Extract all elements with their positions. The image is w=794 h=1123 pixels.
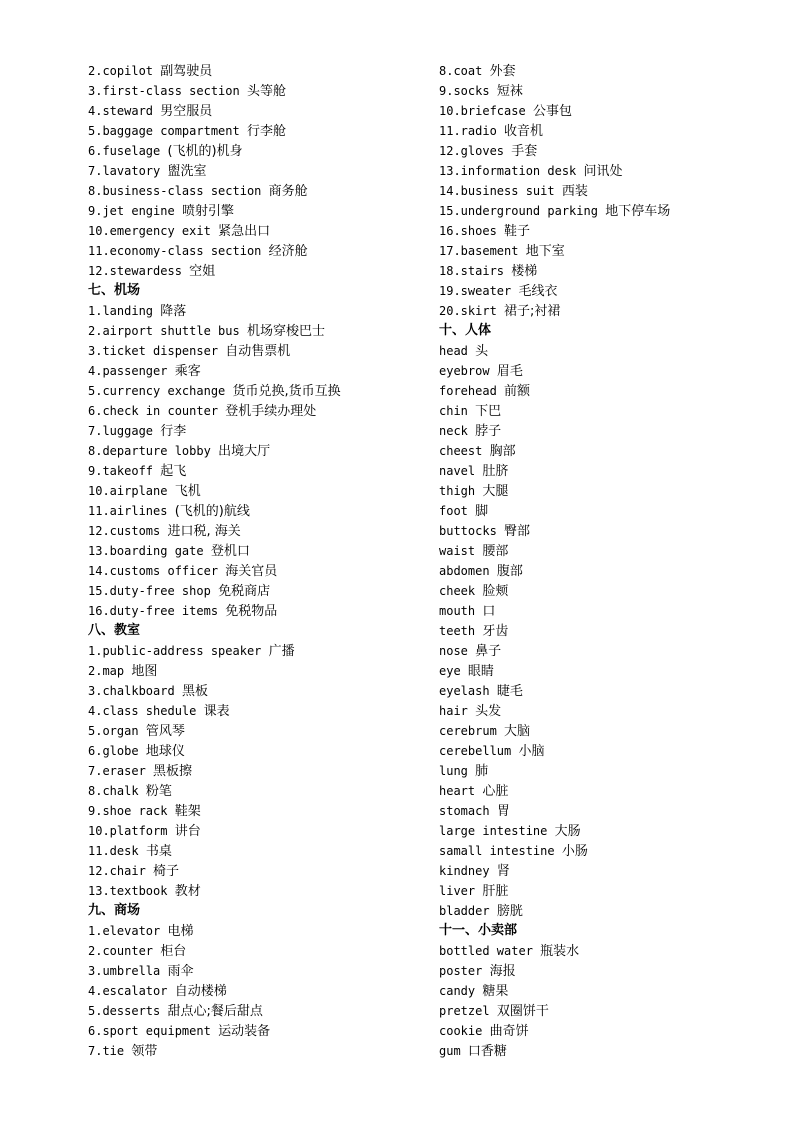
vocab-entry <box>88 501 438 521</box>
english-term: 7.luggage <box>88 424 154 438</box>
english-term: 12.gloves <box>439 144 505 158</box>
chinese-translation: 问讯处 <box>583 164 623 179</box>
chinese-translation: 心脏 <box>482 784 509 799</box>
vocab-entry <box>439 801 789 821</box>
vocab-entry <box>439 621 789 641</box>
chinese-translation: 膀胱 <box>496 904 523 919</box>
vocab-entry <box>439 441 789 461</box>
english-term: thigh <box>439 484 476 498</box>
vocab-entry <box>88 601 438 621</box>
english-term: cookie <box>439 1024 483 1038</box>
vocab-entry <box>439 121 789 141</box>
vocab-entry <box>88 221 438 241</box>
english-term: 14.business suit <box>439 184 555 198</box>
chinese-translation: 头 <box>475 344 489 359</box>
section-heading: 九、商场 <box>88 903 141 918</box>
english-term: samall intestine <box>439 844 555 858</box>
vocab-entry <box>439 941 789 961</box>
english-term: 16.shoes <box>439 224 497 238</box>
english-term: neck <box>439 424 468 438</box>
vocab-entry <box>88 521 438 541</box>
english-term: 6.check in counter <box>88 404 219 418</box>
vocab-entry <box>88 141 438 161</box>
vocab-entry <box>439 641 789 661</box>
vocab-entry <box>439 601 789 621</box>
vocab-entry <box>439 241 789 261</box>
english-term: foot <box>439 504 468 518</box>
chinese-translation: 喷射引擎 <box>181 204 234 219</box>
vocab-entry <box>439 421 789 441</box>
english-term: 19.sweater <box>439 284 512 298</box>
chinese-translation: 运动装备 <box>218 1024 271 1039</box>
vocab-entry <box>88 561 438 581</box>
english-term: 2.map <box>88 664 125 678</box>
english-term: bladder <box>439 904 490 918</box>
chinese-translation: 行李 <box>160 424 187 439</box>
chinese-translation: 脖子 <box>475 424 502 439</box>
chinese-translation: 广播 <box>268 644 295 659</box>
english-term: 11.desk <box>88 844 139 858</box>
section-heading: 七、机场 <box>88 283 141 298</box>
english-term: 6.fuselage <box>88 144 161 158</box>
chinese-translation: 头等舱 <box>246 84 286 99</box>
english-term: stomach <box>439 804 490 818</box>
chinese-translation: 牙齿 <box>482 624 509 639</box>
chinese-translation: 空姐 <box>189 264 216 279</box>
vocab-entry <box>439 281 789 301</box>
english-term: heart <box>439 784 476 798</box>
chinese-translation: 外套 <box>489 64 516 79</box>
english-term: 9.shoe rack <box>88 804 168 818</box>
vocab-entry <box>88 101 438 121</box>
english-term: 9.jet engine <box>88 204 175 218</box>
chinese-translation: 机场穿梭巴士 <box>246 324 325 339</box>
english-term: 3.ticket dispenser <box>88 344 219 358</box>
chinese-translation: 肝脏 <box>482 884 509 899</box>
vocab-entry <box>439 181 789 201</box>
vocab-entry <box>439 721 789 741</box>
vocab-entry <box>439 101 789 121</box>
vocab-entry <box>439 461 789 481</box>
chinese-translation: 小脑 <box>518 744 545 759</box>
vocab-entry <box>439 221 789 241</box>
english-term: 2.airport shuttle bus <box>88 324 240 338</box>
english-term: cerebellum <box>439 744 512 758</box>
chinese-translation: 地下室 <box>525 244 565 259</box>
english-term: 15.duty-free shop <box>88 584 211 598</box>
vocab-entry <box>88 61 438 81</box>
vocab-entry <box>88 361 438 381</box>
chinese-translation: 经济舱 <box>268 244 308 259</box>
vocab-entry <box>439 661 789 681</box>
vocab-entry <box>88 801 438 821</box>
vocab-entry <box>88 761 438 781</box>
chinese-translation: 小肠 <box>561 844 588 859</box>
chinese-translation: 书桌 <box>145 844 172 859</box>
chinese-translation: 睫毛 <box>496 684 523 699</box>
section-heading: 八、教室 <box>88 623 141 638</box>
chinese-translation: 出境大厅 <box>218 444 271 459</box>
chinese-translation: 教材 <box>174 884 201 899</box>
chinese-translation: 地图 <box>131 664 158 679</box>
english-term: 14.customs officer <box>88 564 219 578</box>
english-term: 1.elevator <box>88 924 161 938</box>
english-term: 5.currency exchange <box>88 384 226 398</box>
chinese-translation: 眼睛 <box>467 664 494 679</box>
vocab-entry <box>439 1021 789 1041</box>
vocab-entry <box>439 481 789 501</box>
chinese-translation: 海关官员 <box>225 564 278 579</box>
english-term: 12.customs <box>88 524 161 538</box>
english-term: 3.first-class section <box>88 84 240 98</box>
chinese-translation: 起飞 <box>160 464 187 479</box>
chinese-translation: 腹部 <box>496 564 523 579</box>
chinese-translation: 商务舱 <box>268 184 308 199</box>
chinese-translation: 地下停车场 <box>605 204 671 219</box>
english-term: 16.duty-free items <box>88 604 219 618</box>
vocab-entry <box>439 61 789 81</box>
english-term: 3.umbrella <box>88 964 161 978</box>
english-term: cheest <box>439 444 483 458</box>
chinese-translation: 椅子 <box>153 864 180 879</box>
vocab-entry <box>439 501 789 521</box>
vocab-entry <box>88 701 438 721</box>
vocab-entry <box>439 381 789 401</box>
vocab-entry <box>439 1001 789 1021</box>
vocab-entry <box>88 81 438 101</box>
chinese-translation: 下巴 <box>475 404 502 419</box>
chinese-translation: 粉笔 <box>145 784 172 799</box>
chinese-translation: 鼻子 <box>475 644 502 659</box>
chinese-translation: 眉毛 <box>496 364 523 379</box>
section-heading: 十、人体 <box>439 323 492 338</box>
chinese-translation: 管风琴 <box>145 724 185 739</box>
english-term: kindney <box>439 864 490 878</box>
vocab-entry <box>88 1041 438 1061</box>
english-term: 1.landing <box>88 304 154 318</box>
english-term: liver <box>439 884 476 898</box>
vocab-entry <box>88 981 438 1001</box>
chinese-translation: 自动售票机 <box>225 344 291 359</box>
english-term: head <box>439 344 468 358</box>
vocab-entry <box>439 81 789 101</box>
vocab-entry <box>439 681 789 701</box>
vocab-entry <box>439 701 789 721</box>
english-term: 13.textbook <box>88 884 168 898</box>
vocab-entry <box>88 441 438 461</box>
chinese-translation: 大肠 <box>554 824 581 839</box>
chinese-translation: 胃 <box>496 804 510 819</box>
vocab-entry <box>88 661 438 681</box>
english-term: waist <box>439 544 476 558</box>
vocab-entry <box>439 861 789 881</box>
chinese-translation: 免税商店 <box>218 584 271 599</box>
chinese-translation: 臀部 <box>504 524 531 539</box>
vocab-entry <box>88 161 438 181</box>
chinese-translation: 收音机 <box>504 124 544 139</box>
vocab-entry <box>439 161 789 181</box>
english-term: 8.business-class section <box>88 184 262 198</box>
english-term: 5.desserts <box>88 1004 161 1018</box>
english-term: 18.stairs <box>439 264 505 278</box>
chinese-translation: 大脑 <box>504 724 531 739</box>
english-term: candy <box>439 984 476 998</box>
vocab-entry <box>88 881 438 901</box>
chinese-translation: 楼梯 <box>511 264 538 279</box>
english-term: eye <box>439 664 461 678</box>
chinese-translation: 行李舱 <box>246 124 286 139</box>
vocab-entry <box>439 561 789 581</box>
chinese-translation: 脸颊 <box>482 584 509 599</box>
vocab-entry <box>439 741 789 761</box>
vocab-entry <box>88 401 438 421</box>
english-term: eyelash <box>439 684 490 698</box>
chinese-translation: 男空服员 <box>160 104 213 119</box>
chinese-translation: 公事包 <box>532 104 572 119</box>
section-heading: 十一、小卖部 <box>439 923 518 938</box>
vocab-entry <box>439 261 789 281</box>
chinese-translation: 盥洗室 <box>167 164 207 179</box>
chinese-translation: 领带 <box>131 1044 158 1059</box>
chinese-translation: 肚脐 <box>482 464 509 479</box>
chinese-translation: 曲奇饼 <box>489 1024 529 1039</box>
english-term: 6.globe <box>88 744 139 758</box>
vocab-entry <box>88 541 438 561</box>
vocab-entry <box>88 781 438 801</box>
vocab-entry <box>439 521 789 541</box>
vocab-entry <box>88 861 438 881</box>
chinese-translation: 短袜 <box>496 84 523 99</box>
chinese-translation: 鞋架 <box>174 804 201 819</box>
english-term: 8.chalk <box>88 784 139 798</box>
chinese-translation: 裙子;衬裙 <box>504 304 561 319</box>
vocab-entry <box>439 1041 789 1061</box>
english-term: 8.departure lobby <box>88 444 211 458</box>
english-term: 4.passenger <box>88 364 168 378</box>
english-term: cerebrum <box>439 724 497 738</box>
chinese-translation: 肾 <box>496 864 510 879</box>
vocab-entry <box>88 921 438 941</box>
english-term: 11.airlines <box>88 504 168 518</box>
chinese-translation: 口香糖 <box>467 1044 507 1059</box>
vocab-entry <box>439 581 789 601</box>
chinese-translation: 自动楼梯 <box>174 984 227 999</box>
chinese-translation: (飞机的)机身 <box>167 144 243 159</box>
vocab-entry <box>439 341 789 361</box>
english-term: 11.radio <box>439 124 497 138</box>
english-term: 4.escalator <box>88 984 168 998</box>
english-term: 5.baggage compartment <box>88 124 240 138</box>
english-term: eyebrow <box>439 364 490 378</box>
vocab-entry <box>88 421 438 441</box>
english-term: 5.organ <box>88 724 139 738</box>
english-term: 7.lavatory <box>88 164 161 178</box>
english-term: 20.skirt <box>439 304 497 318</box>
chinese-translation: 海报 <box>489 964 516 979</box>
vocab-entry <box>88 321 438 341</box>
english-term: 7.tie <box>88 1044 125 1058</box>
english-term: 8.coat <box>439 64 483 78</box>
english-term: 4.steward <box>88 104 154 118</box>
chinese-translation: 雨伞 <box>167 964 194 979</box>
english-term: 2.copilot <box>88 64 154 78</box>
vocab-entry <box>439 881 789 901</box>
vocab-entry <box>439 761 789 781</box>
english-term: abdomen <box>439 564 490 578</box>
english-term: large intestine <box>439 824 548 838</box>
english-term: mouth <box>439 604 476 618</box>
vocab-entry <box>88 1021 438 1041</box>
vocab-entry <box>88 181 438 201</box>
chinese-translation: 地球仪 <box>145 744 185 759</box>
english-term: 17.basement <box>439 244 519 258</box>
english-term: 1.public-address speaker <box>88 644 262 658</box>
english-term: navel <box>439 464 476 478</box>
chinese-translation: 免税物品 <box>225 604 278 619</box>
english-term: buttocks <box>439 524 497 538</box>
vocab-entry <box>88 381 438 401</box>
chinese-translation: 柜台 <box>160 944 187 959</box>
english-term: 10.briefcase <box>439 104 526 118</box>
chinese-translation: 登机口 <box>210 544 250 559</box>
english-term: 12.chair <box>88 864 146 878</box>
chinese-translation: 肺 <box>475 764 489 779</box>
chinese-translation: 飞机 <box>174 484 201 499</box>
english-term: 4.class shedule <box>88 704 197 718</box>
vocab-entry <box>88 241 438 261</box>
vocab-entry <box>88 481 438 501</box>
vocab-entry <box>88 721 438 741</box>
chinese-translation: 手套 <box>511 144 538 159</box>
vocab-entry <box>439 841 789 861</box>
english-term: gum <box>439 1044 461 1058</box>
english-term: 3.chalkboard <box>88 684 175 698</box>
chinese-translation: 口 <box>482 604 496 619</box>
vocab-entry <box>439 961 789 981</box>
left-column <box>88 61 438 1061</box>
english-term: 15.underground parking <box>439 204 598 218</box>
english-term: lung <box>439 764 468 778</box>
english-term: 2.counter <box>88 944 154 958</box>
english-term: 10.emergency exit <box>88 224 211 238</box>
english-term: 6.sport equipment <box>88 1024 211 1038</box>
chinese-translation: 大腿 <box>482 484 509 499</box>
english-term: 13.information desk <box>439 164 577 178</box>
english-term: 9.socks <box>439 84 490 98</box>
vocab-entry <box>439 301 789 321</box>
vocab-entry <box>88 121 438 141</box>
english-term: cheek <box>439 584 476 598</box>
chinese-translation: 瓶装水 <box>540 944 580 959</box>
english-term: 7.eraser <box>88 764 146 778</box>
english-term: 10.platform <box>88 824 168 838</box>
english-term: forehead <box>439 384 497 398</box>
vocab-entry <box>88 261 438 281</box>
english-term: nose <box>439 644 468 658</box>
vocab-entry <box>88 201 438 221</box>
right-column <box>439 61 789 1061</box>
chinese-translation: 电梯 <box>167 924 194 939</box>
vocab-entry <box>439 201 789 221</box>
chinese-translation: 糖果 <box>482 984 509 999</box>
chinese-translation: 乘客 <box>174 364 201 379</box>
chinese-translation: 腰部 <box>482 544 509 559</box>
vocab-entry <box>439 781 789 801</box>
vocab-entry <box>439 401 789 421</box>
vocab-entry <box>439 141 789 161</box>
english-term: poster <box>439 964 483 978</box>
chinese-translation: 黑板擦 <box>153 764 193 779</box>
chinese-translation: 胸部 <box>489 444 516 459</box>
vocab-entry <box>88 1001 438 1021</box>
chinese-translation: 紧急出口 <box>218 224 271 239</box>
chinese-translation: 鞋子 <box>504 224 531 239</box>
vocab-entry <box>88 581 438 601</box>
chinese-translation: 甜点心;餐后甜点 <box>167 1004 263 1019</box>
english-term: 10.airplane <box>88 484 168 498</box>
chinese-translation: (飞机的)航线 <box>174 504 250 519</box>
english-term: chin <box>439 404 468 418</box>
english-term: hair <box>439 704 468 718</box>
chinese-translation: 货币兑换,货币互换 <box>232 384 341 399</box>
vocab-entry <box>88 681 438 701</box>
vocab-entry <box>88 741 438 761</box>
vocab-entry <box>88 641 438 661</box>
chinese-translation: 前额 <box>504 384 531 399</box>
chinese-translation: 脚 <box>475 504 489 519</box>
english-term: 12.stewardess <box>88 264 182 278</box>
chinese-translation: 西装 <box>561 184 588 199</box>
english-term: 11.economy-class section <box>88 244 262 258</box>
vocab-entry <box>88 301 438 321</box>
vocab-entry <box>439 361 789 381</box>
vocab-entry <box>88 461 438 481</box>
vocab-entry <box>88 941 438 961</box>
vocab-entry <box>88 341 438 361</box>
chinese-translation: 登机手续办理处 <box>225 404 317 419</box>
english-term: 9.takeoff <box>88 464 154 478</box>
vocab-entry <box>88 841 438 861</box>
vocab-entry <box>439 981 789 1001</box>
english-term: bottled water <box>439 944 533 958</box>
chinese-translation: 课表 <box>203 704 230 719</box>
vocab-entry <box>439 821 789 841</box>
chinese-translation: 双圈饼干 <box>496 1004 549 1019</box>
vocab-entry <box>439 541 789 561</box>
chinese-translation: 降落 <box>160 304 187 319</box>
chinese-translation: 头发 <box>475 704 502 719</box>
chinese-translation: 讲台 <box>174 824 201 839</box>
vocab-entry <box>88 821 438 841</box>
chinese-translation: 副驾驶员 <box>160 64 213 79</box>
chinese-translation: 进口税, 海关 <box>167 524 241 539</box>
english-term: pretzel <box>439 1004 490 1018</box>
chinese-translation: 毛线衣 <box>518 284 558 299</box>
vocab-entry <box>439 901 789 921</box>
chinese-translation: 黑板 <box>181 684 208 699</box>
english-term: 13.boarding gate <box>88 544 204 558</box>
english-term: teeth <box>439 624 476 638</box>
vocab-entry <box>88 961 438 981</box>
